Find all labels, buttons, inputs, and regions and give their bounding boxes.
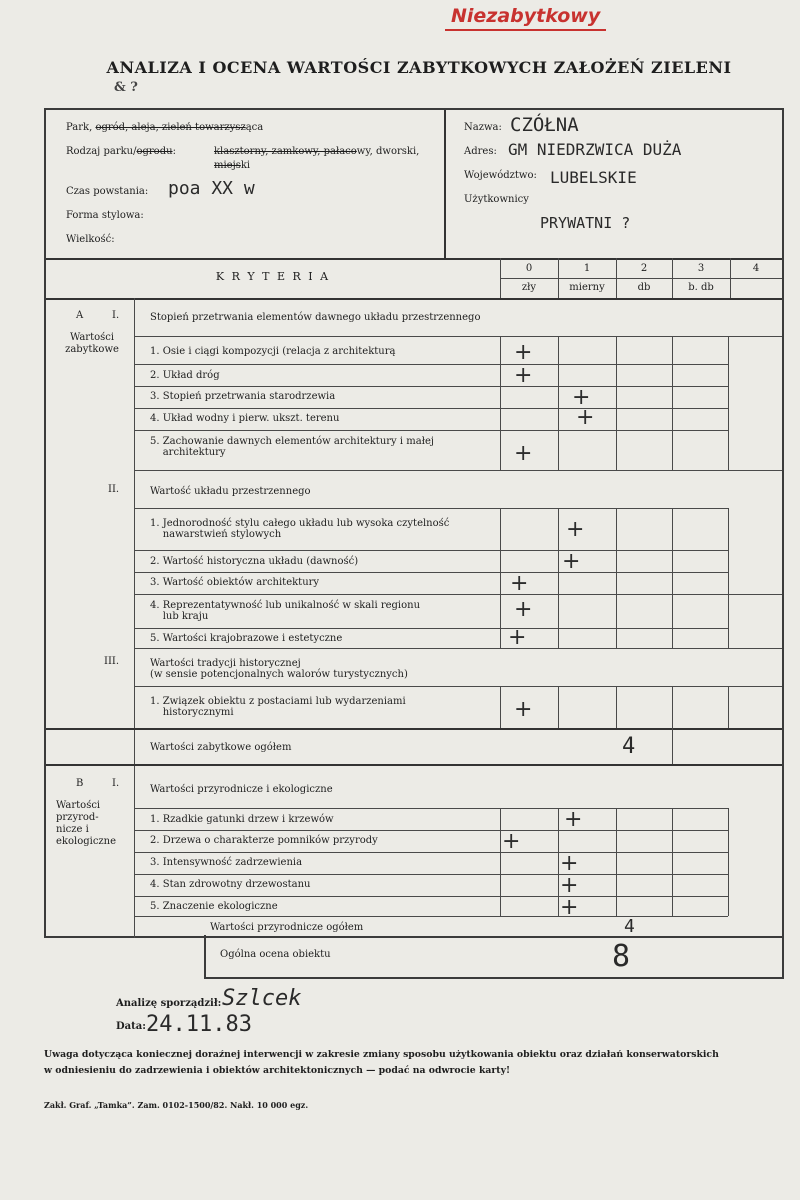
mark-b-5: + [560,895,579,920]
style-form-label: Forma stylowa: [66,210,144,221]
section-b-roman: I. [112,778,120,789]
a-g1-row-3: 3. Stopień przetrwania starodrzewia [150,391,336,402]
note-line-2: w odniesieniu do zadrzewienia i obiektów architektonicznych — podać na odwrocie karty! [44,1065,511,1076]
score-label-1: mierny [569,282,605,293]
score-label-3: b. db [688,282,714,293]
score-label-0: zły [521,282,537,293]
overall-value: 8 [612,939,631,974]
score-0: 0 [525,263,533,274]
mark-a-g2-3: + [510,571,529,596]
users-label: Użytkownicy [464,194,529,205]
section-b-label: Wartości przyrod- nicze i ekologiczne [56,800,117,847]
name-label: Nazwa: [464,122,502,133]
date-value: 24.11.83 [146,1012,252,1037]
assessment-form [44,108,784,938]
a-g3-title: Wartości tradycji historycznej (w sensie potencjonalnych walorów turystycznych) [150,658,408,680]
mark-b-4: + [560,873,579,898]
mark-a-g2-1: + [566,517,585,542]
b-row-3: 3. Intensywność zadrzewienia [150,857,303,868]
note-line-1: Uwaga dotycząca koniecznej doraźnej interwencji w zakresie zmiany sposobu użytkowania obiektu oraz działań konserwatorskich [44,1049,719,1060]
b-row-1: 1. Rzadkie gatunki drzew i krzewów [150,814,334,825]
mark-a-g2-5: + [508,625,527,650]
b-title: Wartości przyrodnicze i ekologiczne [150,784,333,795]
score-2: 2 [640,263,648,274]
mark-b-3: + [560,851,579,876]
section-a-g2-roman: II. [108,484,120,495]
a-g1-row-5: 5. Zachowanie dawnych elementów architektury i małej architektury [150,436,434,458]
score-label-2: db [637,282,651,293]
prepared-by-signature: Szlcek [222,986,302,1011]
b-row-2: 2. Drzewa o charakterze pomników przyrody [150,835,378,846]
address-value: GM NIEDRZWICA DUŻA [508,140,682,159]
a-g1-row-4: 4. Układ wodny i pierw. ukszt. terenu [150,413,340,424]
b-total-label: Wartości przyrodnicze ogółem [210,922,364,933]
overall-label: Ogólna ocena obiektu [220,949,331,960]
name-value: CZÓŁNA [510,114,579,136]
stamp-niezabytkowy: Niezabytkowy [445,5,606,31]
handwritten-doodle: & ? [114,80,138,95]
a-g2-row-5: 5. Wartości krajobrazowe i estetyczne [150,633,343,644]
section-b-code: B [76,778,84,789]
a-g1-title: Stopień przetrwania elementów dawnego układu przestrzennego [150,312,481,323]
b-row-5: 5. Znaczenie ekologiczne [150,901,278,912]
address-label: Adres: [464,146,497,157]
park-kind-options: klasztorny, zamkowy, pałacowy, dworski, [214,146,420,157]
section-a-code: A [76,310,84,321]
size-label: Wielkość: [66,234,115,245]
score-4: 4 [752,263,760,274]
mark-a-g2-4: + [514,597,533,622]
mark-a-g1-3: + [572,385,591,410]
a-g2-row-3: 3. Wartość obiektów architektury [150,577,320,588]
a-g3-row-1: 1. Związek obiektu z postaciami lub wydarzeniami historycznymi [150,696,406,718]
park-type-line: Park, ogród, aleja, zieleń towarzysząca [66,122,264,133]
section-a-label: Wartości zabytkowe [65,332,119,355]
page-title: ANALIZA I OCENA WARTOŚCI ZABYTKOWYCH ZAŁOŻEŃ ZIELENI [106,58,732,77]
overall-box [204,935,784,979]
a-g1-row-2: 2. Układ dróg [150,370,220,381]
voivodeship-label: Województwo: [464,170,537,181]
mark-a-g1-2: + [514,363,533,388]
a-g1-row-1: 1. Osie i ciągi kompozycji (relacja z architekturą [150,346,396,357]
park-kind-options-2: miejski [214,160,251,171]
a-g2-title: Wartość układu przestrzennego [150,486,311,497]
b-total-value: 4 [624,916,635,937]
prepared-by-label: Analizę sporządził: [116,998,222,1009]
mark-a-g1-1: + [514,340,533,365]
mark-a-g1-5: + [514,441,533,466]
print-info: Zakł. Graf. „Tamka”. Zam. 0102-1500/82. Nakł. 10 000 egz. [44,1100,309,1110]
criteria-header: K R Y T E R I A [215,270,331,283]
a-total-value: 4 [622,734,636,759]
a-g2-row-1: 1. Jednorodność stylu całego układu lub wysoka czytelność nawarstwień stylowych [150,518,450,540]
mark-b-1: + [564,807,583,832]
b-row-4: 4. Stan zdrowotny drzewostanu [150,879,311,890]
mark-b-2: + [502,829,521,854]
date-label: Data: [116,1021,146,1032]
section-a-g3-roman: III. [104,656,120,667]
users-value: PRYWATNI ? [540,214,631,232]
a-total-label: Wartości zabytkowe ogółem [150,742,292,753]
creation-time-value: poa XX w [168,178,255,199]
park-kind-label: Rodzaj parku/ogrodu: [66,146,176,157]
voivodeship-value: LUBELSKIE [550,168,637,187]
mark-a-g1-4: + [576,405,595,430]
creation-time-label: Czas powstania: [66,186,149,197]
mark-a-g2-2: + [562,549,581,574]
a-g2-row-4: 4. Reprezentatywność lub unikalność w skali regionu lub kraju [150,600,421,622]
score-1: 1 [583,263,591,274]
a-g2-row-2: 2. Wartość historyczna układu (dawność) [150,556,359,567]
mark-a-g3-1: + [514,697,533,722]
section-a-roman: I. [112,310,120,321]
score-3: 3 [697,263,705,274]
